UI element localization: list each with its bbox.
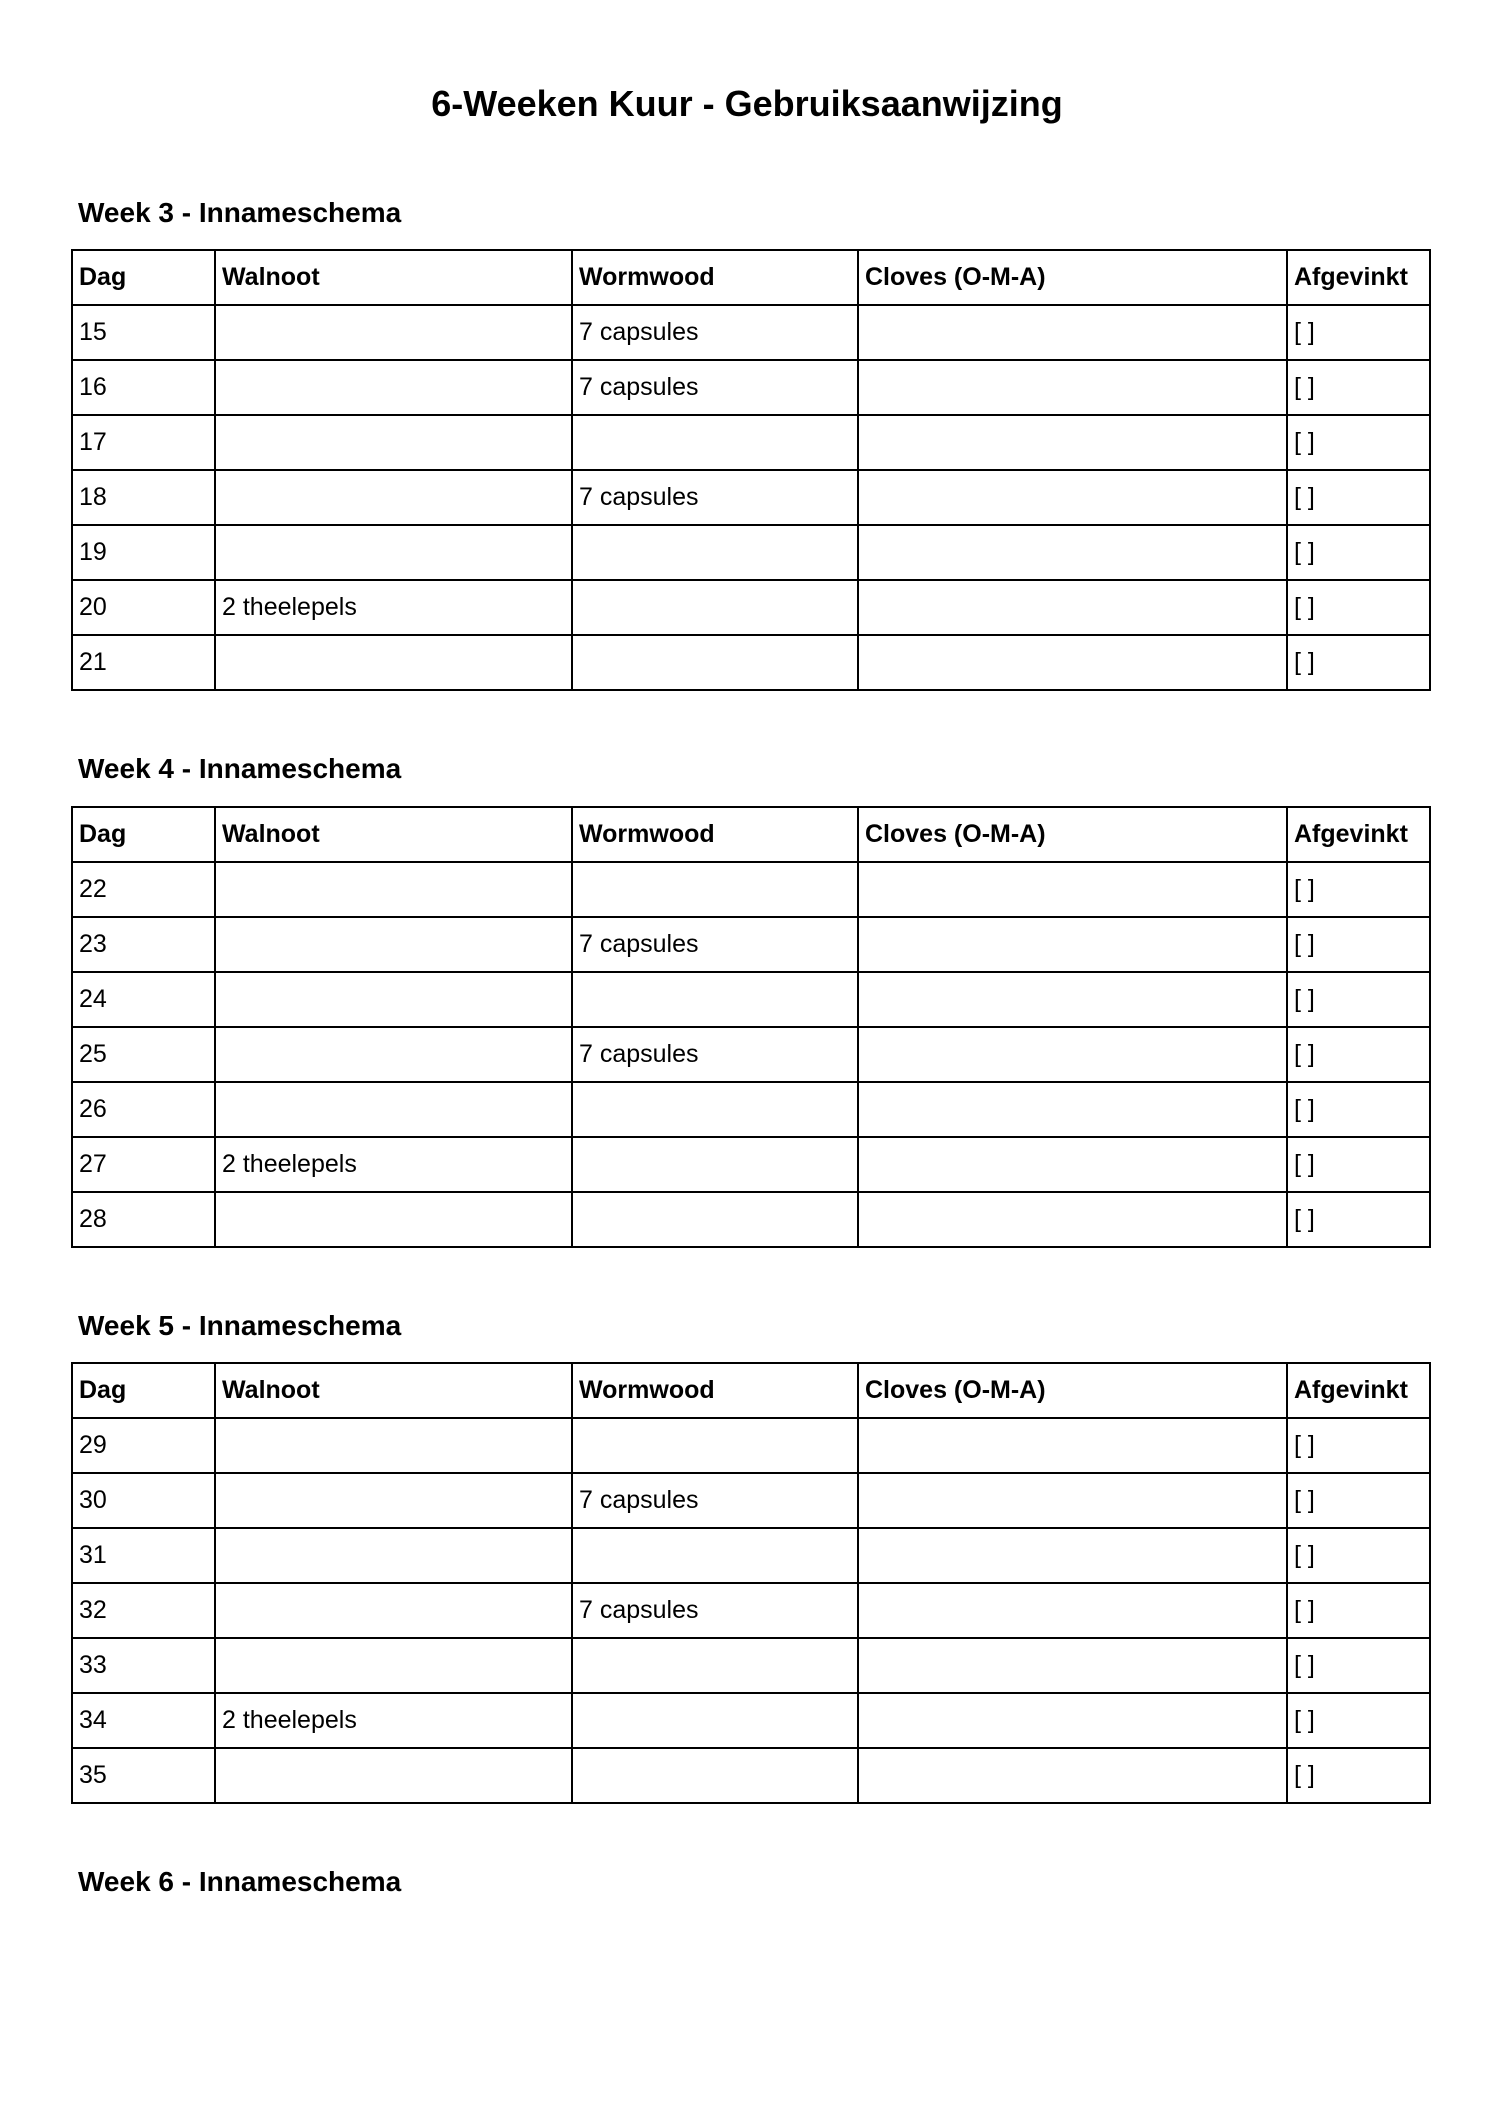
cell-dag: 23 [72,917,215,972]
table-row [72,1528,1430,1583]
cell-afgevinkt: [ ] [1287,635,1430,690]
cell-walnoot [215,1418,572,1473]
cell-afgevinkt: [ ] [1287,360,1430,415]
cell-dag: 18 [72,470,215,525]
column-header-afgevinkt: Afgevinkt [1287,807,1430,862]
cell-walnoot [215,635,572,690]
column-header-cloves: Cloves (O-M-A) [858,250,1287,305]
column-header-cloves: Cloves (O-M-A) [858,1363,1287,1418]
cell-walnoot [215,1583,572,1638]
cell-cloves [858,1638,1287,1693]
cell-afgevinkt: [ ] [1287,1748,1430,1803]
column-header-wormwood: Wormwood [572,1363,858,1418]
table-row [72,972,1430,1027]
table-header-row [72,1363,1430,1418]
table-row [72,1137,1430,1192]
cell-dag: 22 [72,862,215,917]
cell-afgevinkt: [ ] [1287,525,1430,580]
cell-dag: 34 [72,1693,215,1748]
cell-dag: 15 [72,305,215,360]
table-row [72,1583,1430,1638]
cell-afgevinkt: [ ] [1287,1473,1430,1528]
cell-dag: 33 [72,1638,215,1693]
cell-afgevinkt: [ ] [1287,1027,1430,1082]
table-row [72,1693,1430,1748]
week-heading: Week 4 - Innameschema [78,753,402,784]
cell-walnoot [215,1027,572,1082]
cell-dag: 30 [72,1473,215,1528]
cell-cloves [858,415,1287,470]
cell-afgevinkt: [ ] [1287,1082,1430,1137]
table-row [72,305,1430,360]
table-row [72,1418,1430,1473]
cell-dag: 17 [72,415,215,470]
cell-wormwood: 7 capsules [572,1027,858,1082]
cell-cloves [858,1137,1287,1192]
column-header-afgevinkt: Afgevinkt [1287,250,1430,305]
cell-dag: 35 [72,1748,215,1803]
cell-cloves [858,1583,1287,1638]
cell-walnoot [215,470,572,525]
table-header-row [72,807,1430,862]
table-row [72,1027,1430,1082]
cell-cloves [858,360,1287,415]
cell-afgevinkt: [ ] [1287,1528,1430,1583]
table-row [72,580,1430,635]
cell-walnoot [215,1082,572,1137]
cell-dag: 32 [72,1583,215,1638]
cell-cloves [858,1082,1287,1137]
cell-dag: 29 [72,1418,215,1473]
column-header-dag: Dag [72,250,215,305]
cell-wormwood [572,415,858,470]
cell-cloves [858,1473,1287,1528]
cell-wormwood [572,525,858,580]
table-row [72,1192,1430,1247]
table-row [72,635,1430,690]
week-heading: Week 3 - Innameschema [78,197,402,228]
cell-afgevinkt: [ ] [1287,415,1430,470]
document-title: 6-Weeken Kuur - Gebruiksaanwijzing [431,83,1063,124]
cell-wormwood: 7 capsules [572,917,858,972]
column-header-cloves: Cloves (O-M-A) [858,807,1287,862]
cell-afgevinkt: [ ] [1287,470,1430,525]
cell-dag: 26 [72,1082,215,1137]
column-header-dag: Dag [72,807,215,862]
table-row [72,360,1430,415]
cell-wormwood [572,972,858,1027]
week-heading: Week 6 - Innameschema [78,1866,402,1897]
cell-dag: 21 [72,635,215,690]
cell-wormwood [572,1192,858,1247]
table-header-row [72,250,1430,305]
cell-wormwood [572,1528,858,1583]
cell-cloves [858,1027,1287,1082]
cell-dag: 19 [72,525,215,580]
cell-dag: 27 [72,1137,215,1192]
cell-cloves [858,1693,1287,1748]
table-row [72,917,1430,972]
cell-walnoot [215,415,572,470]
cell-cloves [858,525,1287,580]
column-header-dag: Dag [72,1363,215,1418]
cell-wormwood [572,1748,858,1803]
cell-walnoot [215,305,572,360]
table-row [72,525,1430,580]
cell-walnoot: 2 theelepels [215,1693,572,1748]
cell-dag: 28 [72,1192,215,1247]
cell-dag: 20 [72,580,215,635]
cell-wormwood: 7 capsules [572,1583,858,1638]
cell-cloves [858,917,1287,972]
cell-walnoot [215,360,572,415]
column-header-wormwood: Wormwood [572,250,858,305]
cell-wormwood: 7 capsules [572,1473,858,1528]
cell-cloves [858,1748,1287,1803]
cell-walnoot [215,917,572,972]
column-header-walnoot: Walnoot [215,250,572,305]
cell-walnoot [215,1748,572,1803]
cell-wormwood [572,1418,858,1473]
cell-cloves [858,635,1287,690]
table-row [72,1082,1430,1137]
table-row [72,1638,1430,1693]
cell-walnoot [215,972,572,1027]
cell-walnoot [215,862,572,917]
table-row [72,1748,1430,1803]
table-row [72,415,1430,470]
cell-cloves [858,972,1287,1027]
cell-cloves [858,305,1287,360]
cell-dag: 31 [72,1528,215,1583]
cell-afgevinkt: [ ] [1287,1583,1430,1638]
column-header-walnoot: Walnoot [215,1363,572,1418]
cell-wormwood [572,1693,858,1748]
cell-cloves [858,1192,1287,1247]
cell-dag: 25 [72,1027,215,1082]
cell-wormwood [572,580,858,635]
schedule-table [71,1362,1431,1804]
cell-wormwood [572,635,858,690]
column-header-walnoot: Walnoot [215,807,572,862]
cell-afgevinkt: [ ] [1287,1137,1430,1192]
cell-afgevinkt: [ ] [1287,972,1430,1027]
column-header-afgevinkt: Afgevinkt [1287,1363,1430,1418]
cell-dag: 24 [72,972,215,1027]
table-row [72,862,1430,917]
cell-wormwood [572,1137,858,1192]
cell-afgevinkt: [ ] [1287,1192,1430,1247]
cell-cloves [858,470,1287,525]
table-row [72,1473,1430,1528]
cell-afgevinkt: [ ] [1287,917,1430,972]
cell-wormwood [572,1082,858,1137]
column-header-wormwood: Wormwood [572,807,858,862]
cell-walnoot [215,1473,572,1528]
cell-afgevinkt: [ ] [1287,1638,1430,1693]
cell-cloves [858,1418,1287,1473]
cell-walnoot [215,525,572,580]
cell-walnoot: 2 theelepels [215,580,572,635]
cell-afgevinkt: [ ] [1287,305,1430,360]
cell-wormwood [572,1638,858,1693]
cell-walnoot [215,1528,572,1583]
cell-cloves [858,1528,1287,1583]
cell-afgevinkt: [ ] [1287,1693,1430,1748]
cell-afgevinkt: [ ] [1287,862,1430,917]
cell-wormwood: 7 capsules [572,360,858,415]
table-row [72,470,1430,525]
cell-walnoot [215,1638,572,1693]
cell-wormwood [572,862,858,917]
cell-cloves [858,580,1287,635]
cell-dag: 16 [72,360,215,415]
cell-walnoot [215,1192,572,1247]
cell-wormwood: 7 capsules [572,470,858,525]
cell-afgevinkt: [ ] [1287,1418,1430,1473]
schedule-table [71,806,1431,1248]
cell-cloves [858,862,1287,917]
cell-afgevinkt: [ ] [1287,580,1430,635]
week-heading: Week 5 - Innameschema [78,1310,402,1341]
schedule-table [71,249,1431,691]
cell-wormwood: 7 capsules [572,305,858,360]
cell-walnoot: 2 theelepels [215,1137,572,1192]
